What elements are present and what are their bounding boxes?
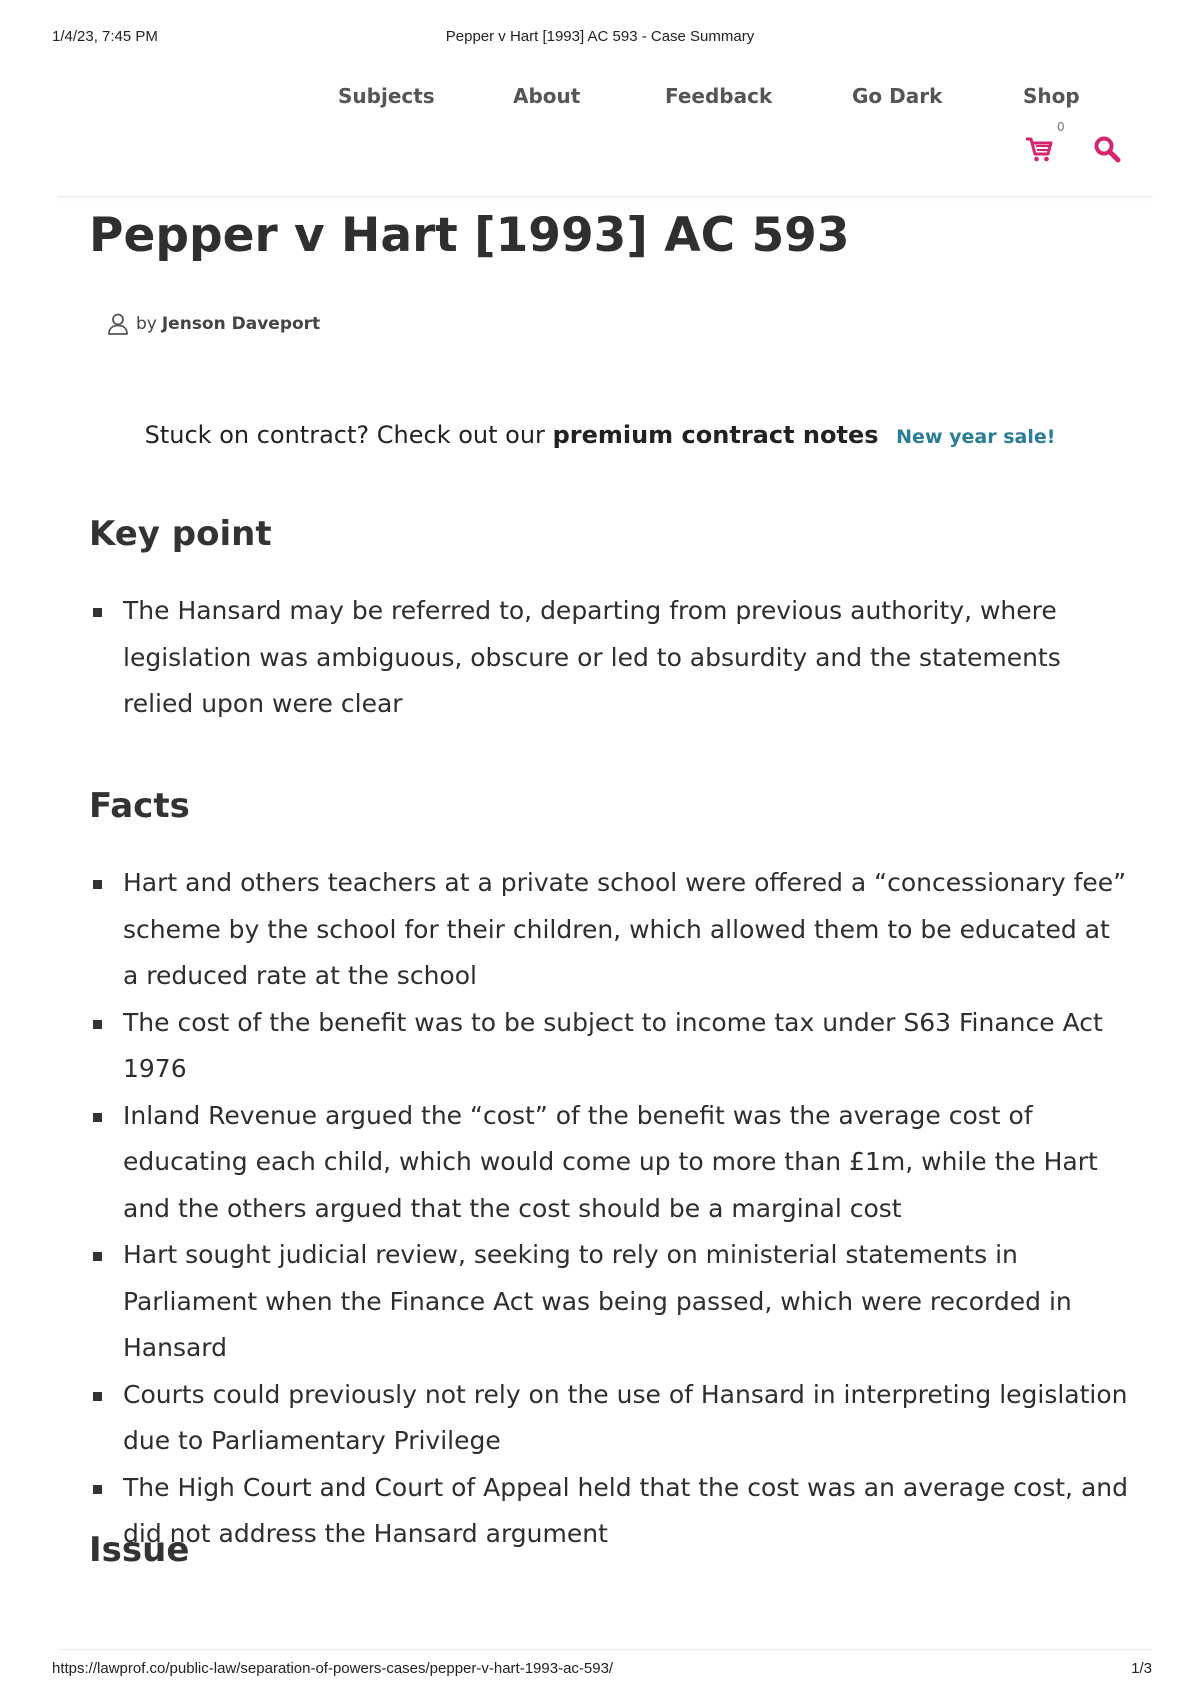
print-document-title: Pepper v Hart [1993] AC 593 - Case Summary bbox=[445, 28, 755, 45]
main-nav bbox=[0, 84, 1200, 114]
nav-item-shop[interactable]: Shop bbox=[1023, 84, 1080, 108]
print-date: 1/4/23, 7:45 PM bbox=[52, 28, 158, 45]
facts-heading: Facts bbox=[89, 786, 190, 826]
promo-text: Stuck on contract? Check out our bbox=[144, 421, 545, 449]
footer-divider bbox=[58, 1649, 1152, 1650]
author-link[interactable]: Jenson Daveport bbox=[161, 314, 321, 334]
list-item: Hart sought judicial review, seeking to rely on ministerial statements in Parliament when the Finance Act was being passed, which were recorded in Hansard bbox=[89, 1232, 1129, 1372]
list-item: Courts could previously not rely on the use of Hansard in interpreting legislation due to Parliamentary Privilege bbox=[89, 1372, 1129, 1465]
list-item: The High Court and Court of Appeal held that the cost was an average cost, and did not address the Hansard argument bbox=[89, 1465, 1129, 1558]
issue-heading: Issue bbox=[89, 1530, 190, 1570]
list-item: The cost of the benefit was to be subject to income tax under S63 Finance Act 1976 bbox=[89, 1000, 1129, 1093]
shopping-cart-icon[interactable] bbox=[1024, 134, 1054, 164]
header-divider bbox=[58, 196, 1152, 197]
user-icon bbox=[106, 312, 130, 336]
page-title: Pepper v Hart [1993] AC 593 bbox=[89, 208, 850, 263]
search-icon[interactable] bbox=[1092, 134, 1122, 164]
list-item: Inland Revenue argued the “cost” of the benefit was the average cost of educating each child, which would come up to more than £1m, while the Hart and the others argued that the cost should be a marginal cost bbox=[89, 1093, 1129, 1233]
nav-item-subjects[interactable]: Subjects bbox=[338, 84, 435, 108]
key-point-heading: Key point bbox=[89, 514, 272, 554]
print-url: https://lawprof.co/public-law/separation-of-powers-cases/pepper-v-hart-1993-ac-593/ bbox=[52, 1660, 614, 1677]
list-item: The Hansard may be referred to, departing from previous authority, where legislation was ambiguous, obscure or led to absurdity and the statements relied upon were clear bbox=[89, 588, 1129, 728]
nav-item-about[interactable]: About bbox=[513, 84, 581, 108]
print-header bbox=[0, 28, 1200, 48]
byline bbox=[106, 310, 320, 338]
nav-item-go-dark[interactable]: Go Dark bbox=[852, 84, 943, 108]
page-number: 1/3 bbox=[1131, 1660, 1152, 1677]
print-footer bbox=[0, 1660, 1200, 1680]
nav-item-feedback[interactable]: Feedback bbox=[665, 84, 773, 108]
facts-list bbox=[89, 860, 1129, 1558]
sale-badge[interactable]: New year sale! bbox=[896, 426, 1056, 448]
byline-prefix: by bbox=[136, 314, 157, 334]
promo-banner bbox=[0, 421, 1200, 449]
list-item: Hart and others teachers at a private school were offered a “concessionary fee” scheme by the school for their children, which allowed them to be educated at a reduced rate at the school bbox=[89, 860, 1129, 1000]
key-point-list bbox=[89, 588, 1129, 728]
cart-count-badge: 0 bbox=[1057, 120, 1065, 134]
premium-notes-link[interactable]: premium contract notes bbox=[552, 421, 879, 449]
